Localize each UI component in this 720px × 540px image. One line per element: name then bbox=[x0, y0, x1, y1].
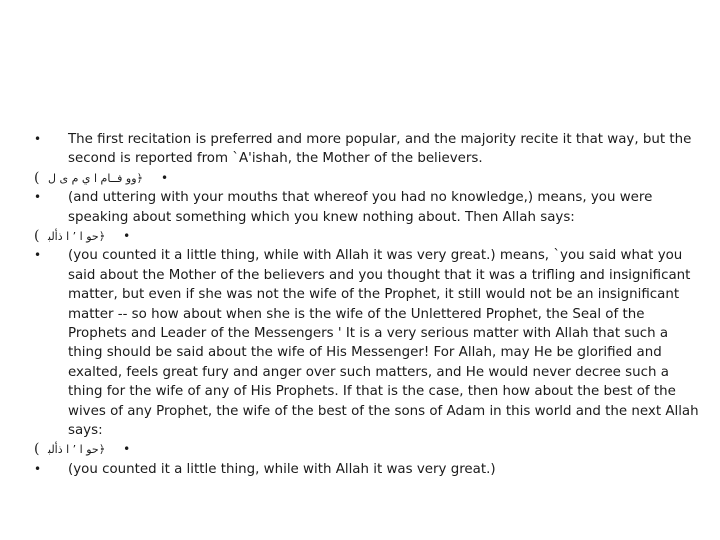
bullet-text: (and uttering with your mouths that whereof you had no knowledge,) means, you were speaking about something which you knew nothing about. Then Allah says: bbox=[68, 190, 653, 225]
arabic-verse-text: ﴿ﺣﻮ ﺍ ’ ﺍ ﺫﺃﻟﺒ bbox=[48, 230, 106, 244]
arabic-paren: ( bbox=[34, 169, 40, 186]
arabic-verse-line bbox=[34, 440, 704, 459]
bullet-icon: • bbox=[34, 190, 42, 205]
bullet-icon: • bbox=[34, 248, 42, 263]
content-body bbox=[34, 130, 704, 479]
arabic-verse-text: ﴿ﺣﻮ ﺍ ’ ﺍ ﺫﺃﻟﺒ bbox=[48, 443, 106, 457]
bullet-item bbox=[34, 246, 704, 440]
bullet-item bbox=[34, 460, 704, 479]
arabic-verse-text: ﴿ﻭﻭ ﻓــﺎﻡ ﺍ ﻱ ﻡ ﻯ ﻝ bbox=[48, 171, 143, 185]
bullet-item bbox=[34, 188, 704, 227]
bullet-text: (you counted it a little thing, while with Allah it was very great.) bbox=[68, 461, 496, 477]
arabic-verse-line bbox=[34, 227, 704, 246]
bullet-icon: • bbox=[123, 442, 131, 457]
bullet-icon: • bbox=[123, 229, 131, 244]
bullet-item bbox=[34, 130, 704, 169]
bullet-text: (you counted it a little thing, while with Allah it was very great.) means, `you said what you said about the Mother of the believers and you thought that it was a trifling and insignificant matter, but even if she was not the wife of the Prophet, it still would not be an insignificant matter -- so how about when she is the wife of the Unlettered Prophet, the Seal of the Prophets and Leader of the Messengers ' It is a very serious matter with Allah that such a thing should be said about the wife of His Messenger! For Allah, may He be glorified and exalted, feels great fury and anger over such matters, and He would never decree such a thing for the wife of any of His Prophets. If that is the case, then how about the best of the wives of any Prophet, the wife of the best of the sons of Adam in this world and the next Allah says: bbox=[68, 248, 699, 439]
bullet-icon: • bbox=[161, 170, 169, 185]
arabic-paren: ( bbox=[34, 228, 40, 245]
arabic-paren: ( bbox=[34, 441, 40, 458]
arabic-verse-line bbox=[34, 169, 704, 188]
bullet-icon: • bbox=[34, 132, 42, 146]
bullet-icon: • bbox=[34, 461, 42, 476]
bullet-text: The first recitation is preferred and more popular, and the majority recite it that way, but the second is reported from `A'ishah, the Mother of the believers. bbox=[68, 132, 692, 167]
